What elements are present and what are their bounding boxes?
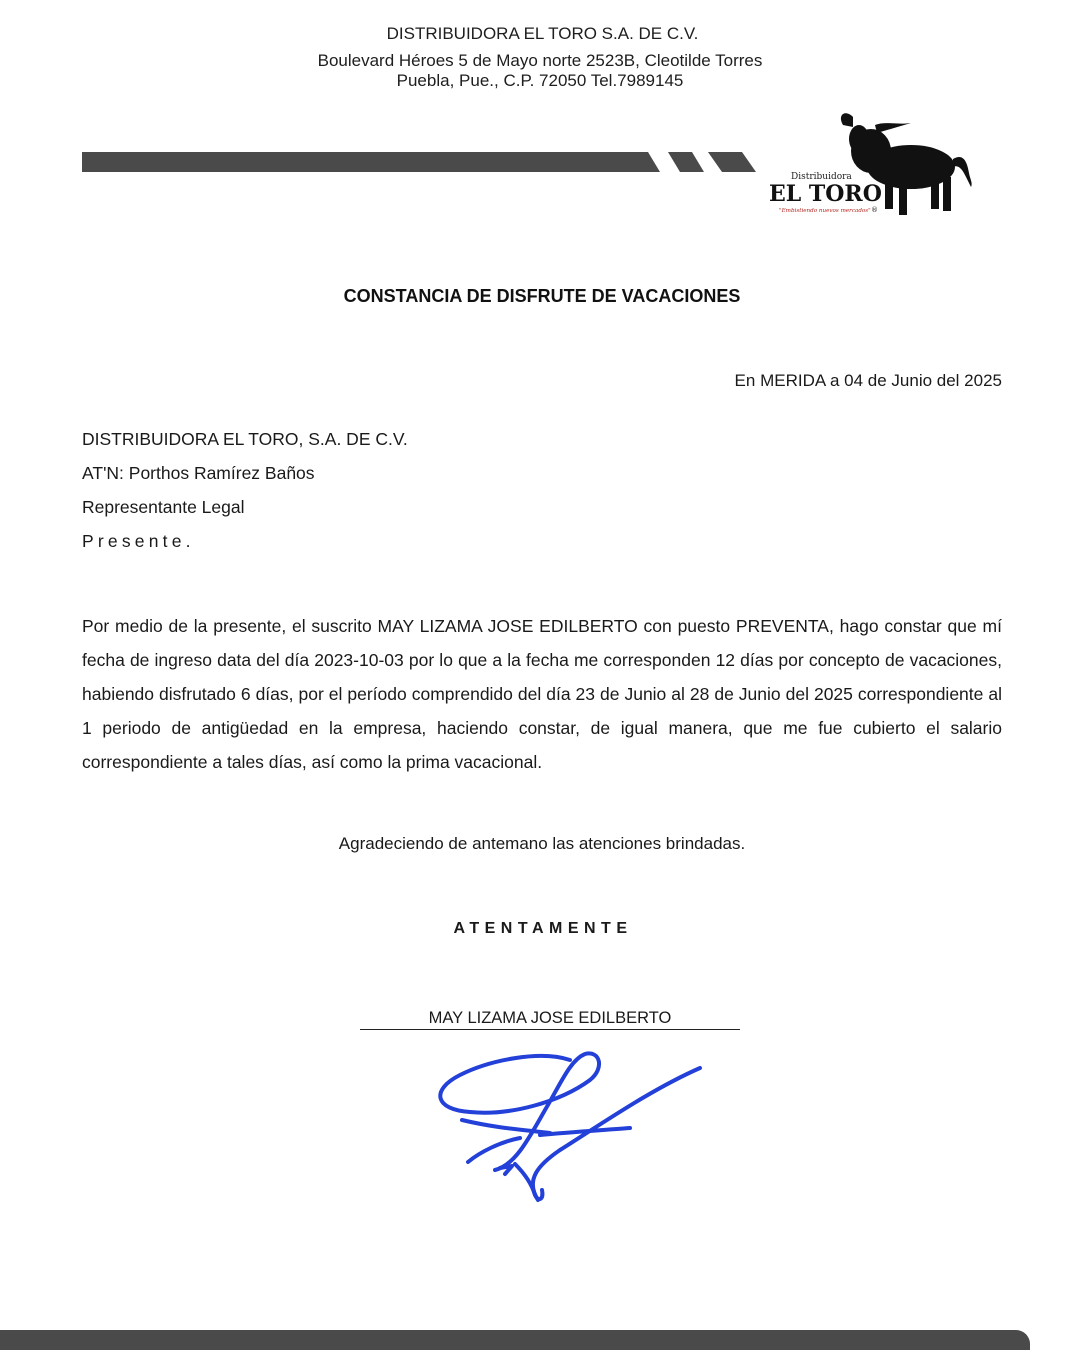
handwritten-signature [420, 1040, 720, 1210]
recipient-attention: AT'N: Porthos Ramírez Baños [82, 463, 315, 483]
body-paragraph: Por medio de la presente, el suscrito MAY LIZAMA JOSE EDILBERTO con puesto PREVENTA, hago constar que mí fecha de ingreso data del día 2023-10-03 por lo que a la fecha me corresponden 12 días por concepto de vacaciones, habiendo disfrutado 6 días, por el período comprendido del día 23 de Junio al 28 de Junio del 2025 correspondiente al 1 periodo de antigüedad en la empresa, haciendo constar, de igual manera, que me fue cubierto el salario correspondiente a tales días, así como la prima vacacional. [82, 616, 1002, 772]
signature-line [360, 1029, 740, 1030]
recipient-presente: Presente. [82, 531, 195, 551]
logo-registered: ® [871, 206, 878, 214]
logo-brand: EL TORO [769, 181, 882, 207]
thanks-line: Agradeciendo de antemano las atenciones brindadas. [338, 834, 746, 853]
bottom-bar [0, 1330, 1030, 1350]
company-logo [763, 103, 975, 221]
company-header: DISTRIBUIDORA EL TORO S.A. DE C.V. [386, 24, 699, 43]
place-date: En MERIDA a 04 de Junio del 2025 [734, 371, 1002, 390]
header-divider-bar [80, 148, 760, 176]
company-address-line1: Boulevard Héroes 5 de Mayo norte 2523B, Cleotilde Torres [317, 51, 763, 70]
recipient-company: DISTRIBUIDORA EL TORO, S.A. DE C.V. [82, 429, 408, 449]
document-title: CONSTANCIA DE DISFRUTE DE VACACIONES [343, 286, 741, 306]
closing-atentamente: ATENTAMENTE [453, 920, 633, 937]
recipient-role: Representante Legal [82, 497, 245, 517]
signer-name: MAY LIZAMA JOSE EDILBERTO [428, 1009, 672, 1027]
logo-small-text: Distribuidora [791, 172, 852, 182]
company-address-line2: Puebla, Pue., C.P. 72050 Tel.7989145 [396, 71, 684, 90]
logo-slogan: "Embistiendo nuevos mercados" [779, 208, 871, 214]
